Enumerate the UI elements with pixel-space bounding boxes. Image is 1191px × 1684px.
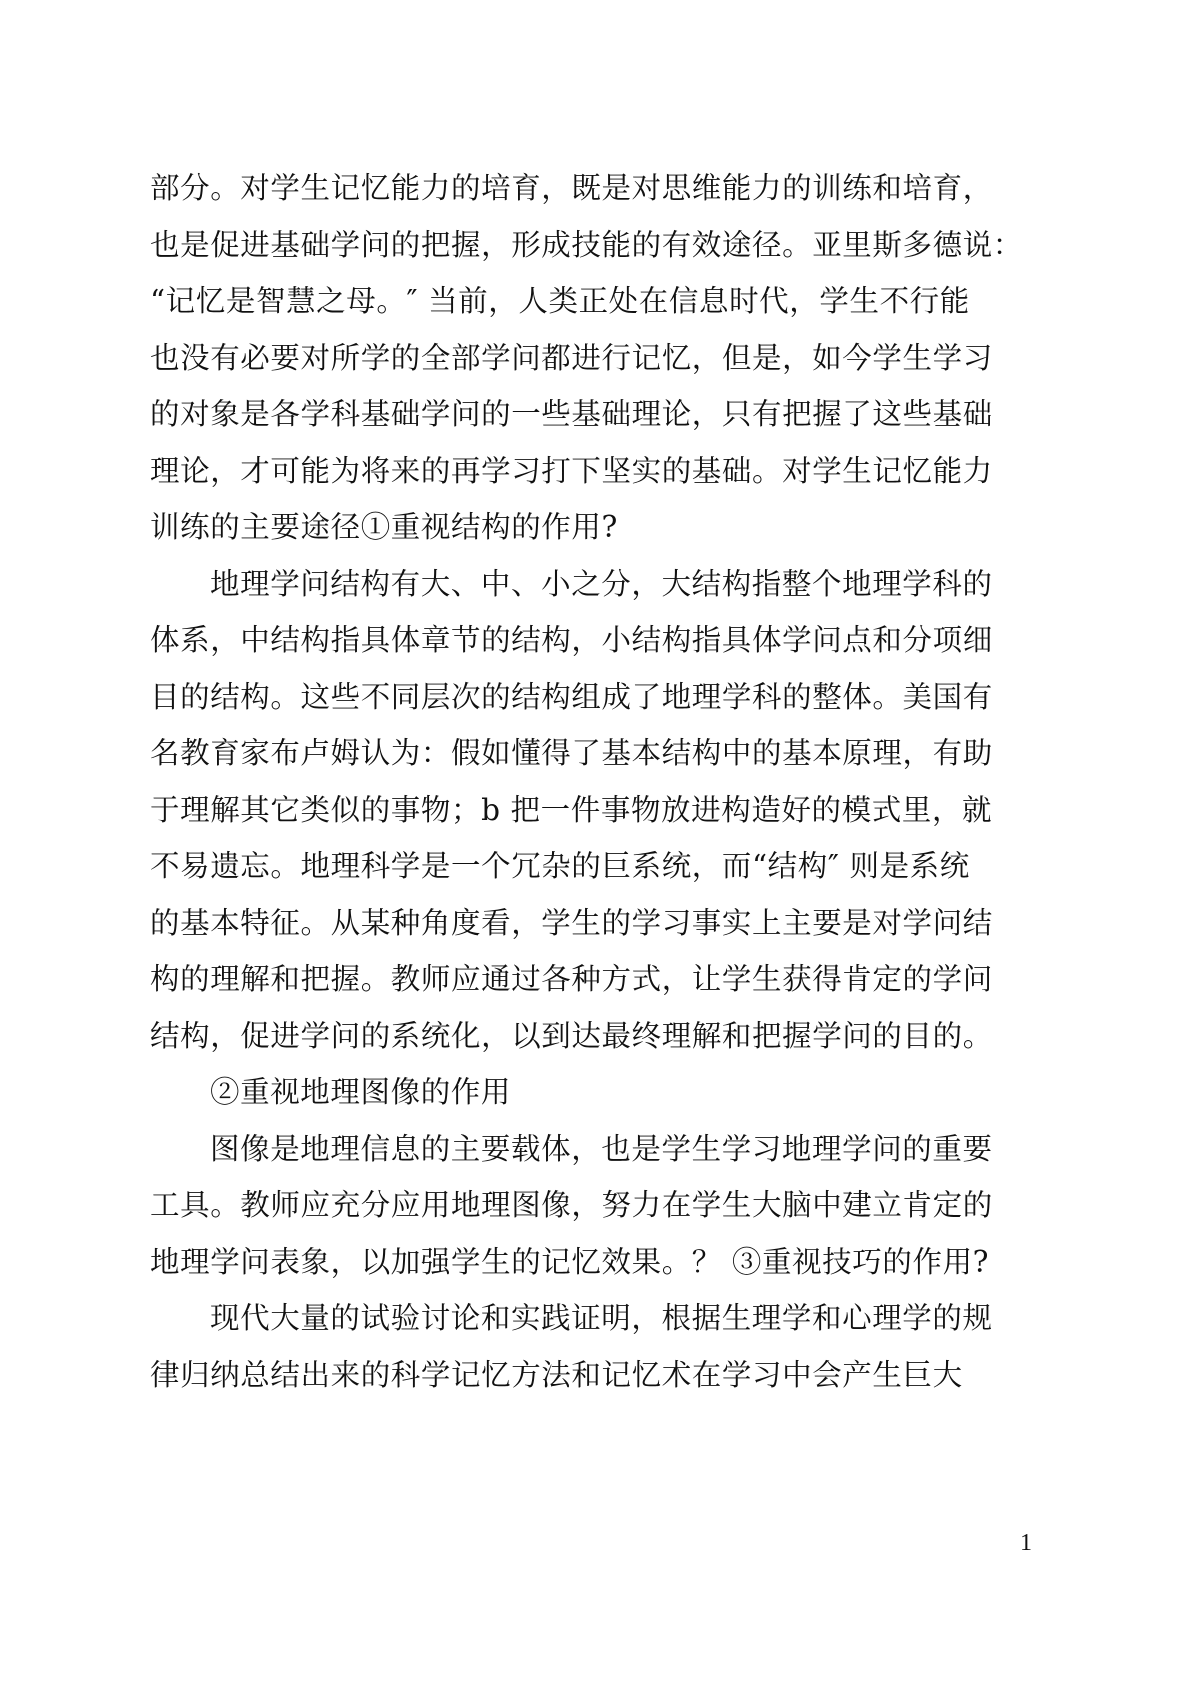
document-body [150, 160, 1030, 1403]
text-line: 理论，才可能为将来的再学习打下坚实的基础。对学生记忆能力 [150, 453, 993, 488]
text-line: 结构，促进学问的系统化，以到达最终理解和把握学问的目的。 [150, 1018, 993, 1053]
text-line: 名教育家布卢姆认为：假如懂得了基本结构中的基本原理，有助 [150, 736, 993, 770]
text-line: 工具。教师应充分应用地理图像，努力在学生大脑中建立肯定的 [150, 1188, 993, 1222]
text-line: “记忆是智慧之母。″ 当前，人类正处在信息时代，学生不行能 [150, 284, 970, 318]
section-heading: ②重视地理图像的作用 [210, 1075, 512, 1109]
page-number: 1 [1020, 1530, 1032, 1556]
text-line-indented: 地理学问结构有大、中、小之分，大结构指整个地理学科的 [210, 566, 993, 601]
text-line: 构的理解和把握。教师应通过各种方式，让学生获得肯定的学问 [150, 962, 993, 996]
text-line-indented: 图像是地理信息的主要载体，也是学生学习地理学问的重要 [210, 1131, 993, 1166]
text-line: 的对象是各学科基础学问的一些基础理论，只有把握了这些基础 [150, 397, 993, 431]
text-line: 不易遗忘。地理科学是一个冗杂的巨系统，而“结构″ 则是系统 [150, 849, 970, 883]
text-line: 部分。对学生记忆能力的培育，既是对思维能力的训练和培育， [150, 171, 993, 205]
text-line: 目的结构。这些不同层次的结构组成了地理学科的整体。美国有 [150, 679, 993, 714]
text-line: 体系，中结构指具体章节的结构，小结构指具体学问点和分项细 [150, 623, 993, 657]
text-line: 训练的主要途径①重视结构的作用? [150, 510, 618, 544]
text-line: 律归纳总结出来的科学记忆方法和记忆术在学习中会产生巨大 [150, 1357, 963, 1392]
text-line: 也没有必要对所学的全部学问都进行记忆，但是，如今学生学习 [150, 340, 993, 375]
text-line: 地理学问表象，以加强学生的记忆效果。？ ③重视技巧的作用? [150, 1244, 990, 1279]
text-line: 也是促进基础学问的把握，形成技能的有效途径。亚里斯多德说： [150, 227, 1023, 262]
text-line: 于理解其它类似的事物；b 把一件事物放进构造好的模式里，就 [150, 792, 993, 827]
text-line-indented: 现代大量的试验讨论和实践证明，根据生理学和心理学的规 [210, 1301, 993, 1335]
text-line: 的基本特征。从某种角度看，学生的学习事实上主要是对学问结 [150, 905, 993, 940]
